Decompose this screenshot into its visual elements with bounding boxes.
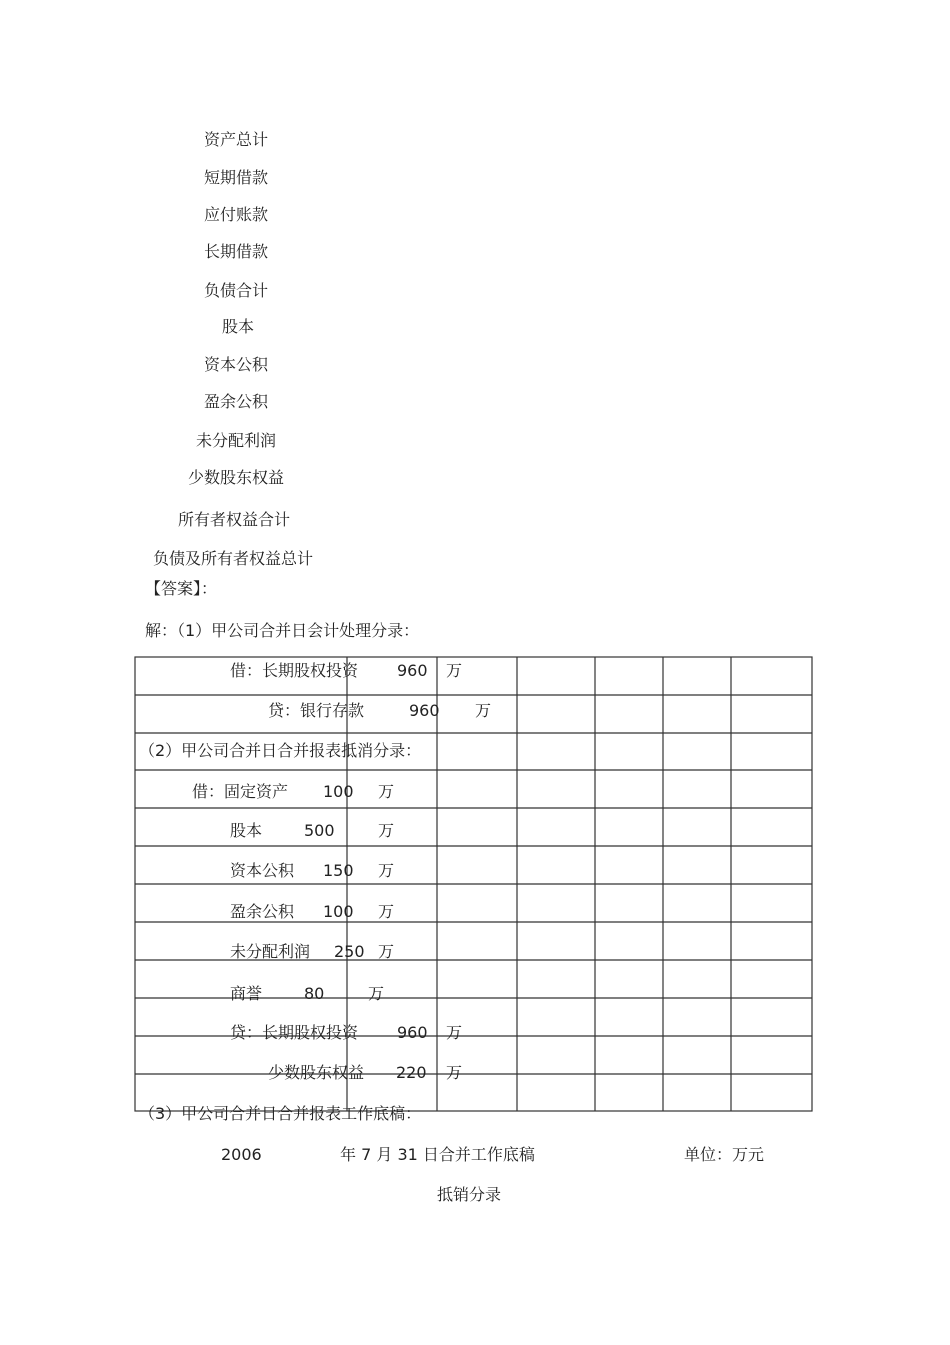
entry2-unit: 万 [378, 902, 395, 921]
entry2-text: 股本 [230, 821, 263, 840]
item-minority-interest: 少数股东权益 [187, 468, 285, 487]
worksheet-date: 年 7 月 31 日合并工作底稿 [340, 1145, 535, 1164]
answer-label: 【答案】： [145, 579, 218, 598]
item-total-equity: 所有者权益合计 [177, 510, 291, 529]
entry2-text: 少数股东权益 [268, 1063, 365, 1082]
entry2-unit: 万 [378, 861, 395, 880]
entry1-credit-unit: 万 [475, 701, 492, 720]
item-short-term-loans: 短期借款 [203, 168, 269, 187]
entry2-amount: 150 [323, 861, 354, 880]
entry1-credit-text: 贷：银行存款 [268, 701, 365, 720]
entry1-debit-text: 借：长期股权投资 [230, 661, 359, 680]
worksheet-column-header: 抵销分录 [437, 1185, 502, 1204]
item-surplus-reserve: 盈余公积 [203, 392, 269, 411]
item-share-capital: 股本 [221, 317, 255, 336]
item-total-liabilities: 负债合计 [203, 281, 269, 300]
entry2-amount: 100 [323, 902, 354, 921]
entry2-unit: 万 [368, 984, 385, 1003]
entry2-amount: 80 [304, 984, 325, 1003]
entry2-text: 商誉 [230, 984, 263, 1003]
item-capital-reserve: 资本公积 [203, 355, 269, 374]
worksheet-unit: 单位：万元 [684, 1145, 765, 1164]
entry1-credit-amount: 960 [409, 701, 440, 720]
entry2-amount: 250 [334, 942, 365, 961]
entry2-text: 盈余公积 [230, 902, 295, 921]
entry2-amount: 220 [396, 1063, 427, 1082]
item-undistributed-profit: 未分配利润 [195, 431, 277, 450]
part2-title: （2）甲公司合并日合并报表抵消分录： [139, 741, 422, 760]
entry2-amount: 960 [397, 1023, 428, 1042]
entry2-unit: 万 [446, 1023, 463, 1042]
part3-title: （3）甲公司合并日合并报表工作底稿： [139, 1104, 422, 1123]
entry2-text: 资本公积 [230, 861, 295, 880]
entry2-unit: 万 [378, 782, 395, 801]
item-accounts-payable: 应付账款 [203, 205, 269, 224]
entry2-amount: 500 [304, 821, 335, 840]
entry2-text: 未分配利润 [230, 942, 311, 961]
item-long-term-loans: 长期借款 [203, 242, 269, 261]
solution-intro: 解：（1）甲公司合并日会计处理分录： [145, 621, 420, 640]
item-total-liabilities-equity: 负债及所有者权益总计 [152, 549, 314, 568]
entry2-text: 贷：长期股权投资 [230, 1023, 359, 1042]
entry1-debit-amount: 960 [397, 661, 428, 680]
entry2-text: 借：固定资产 [192, 782, 289, 801]
item-total-assets: 资产总计 [203, 130, 269, 149]
entry1-debit-unit: 万 [446, 661, 463, 680]
entry2-unit: 万 [378, 821, 395, 840]
worksheet-year: 2006 [221, 1145, 262, 1164]
entry2-unit: 万 [446, 1063, 463, 1082]
entry2-amount: 100 [323, 782, 354, 801]
entry2-unit: 万 [378, 942, 395, 961]
